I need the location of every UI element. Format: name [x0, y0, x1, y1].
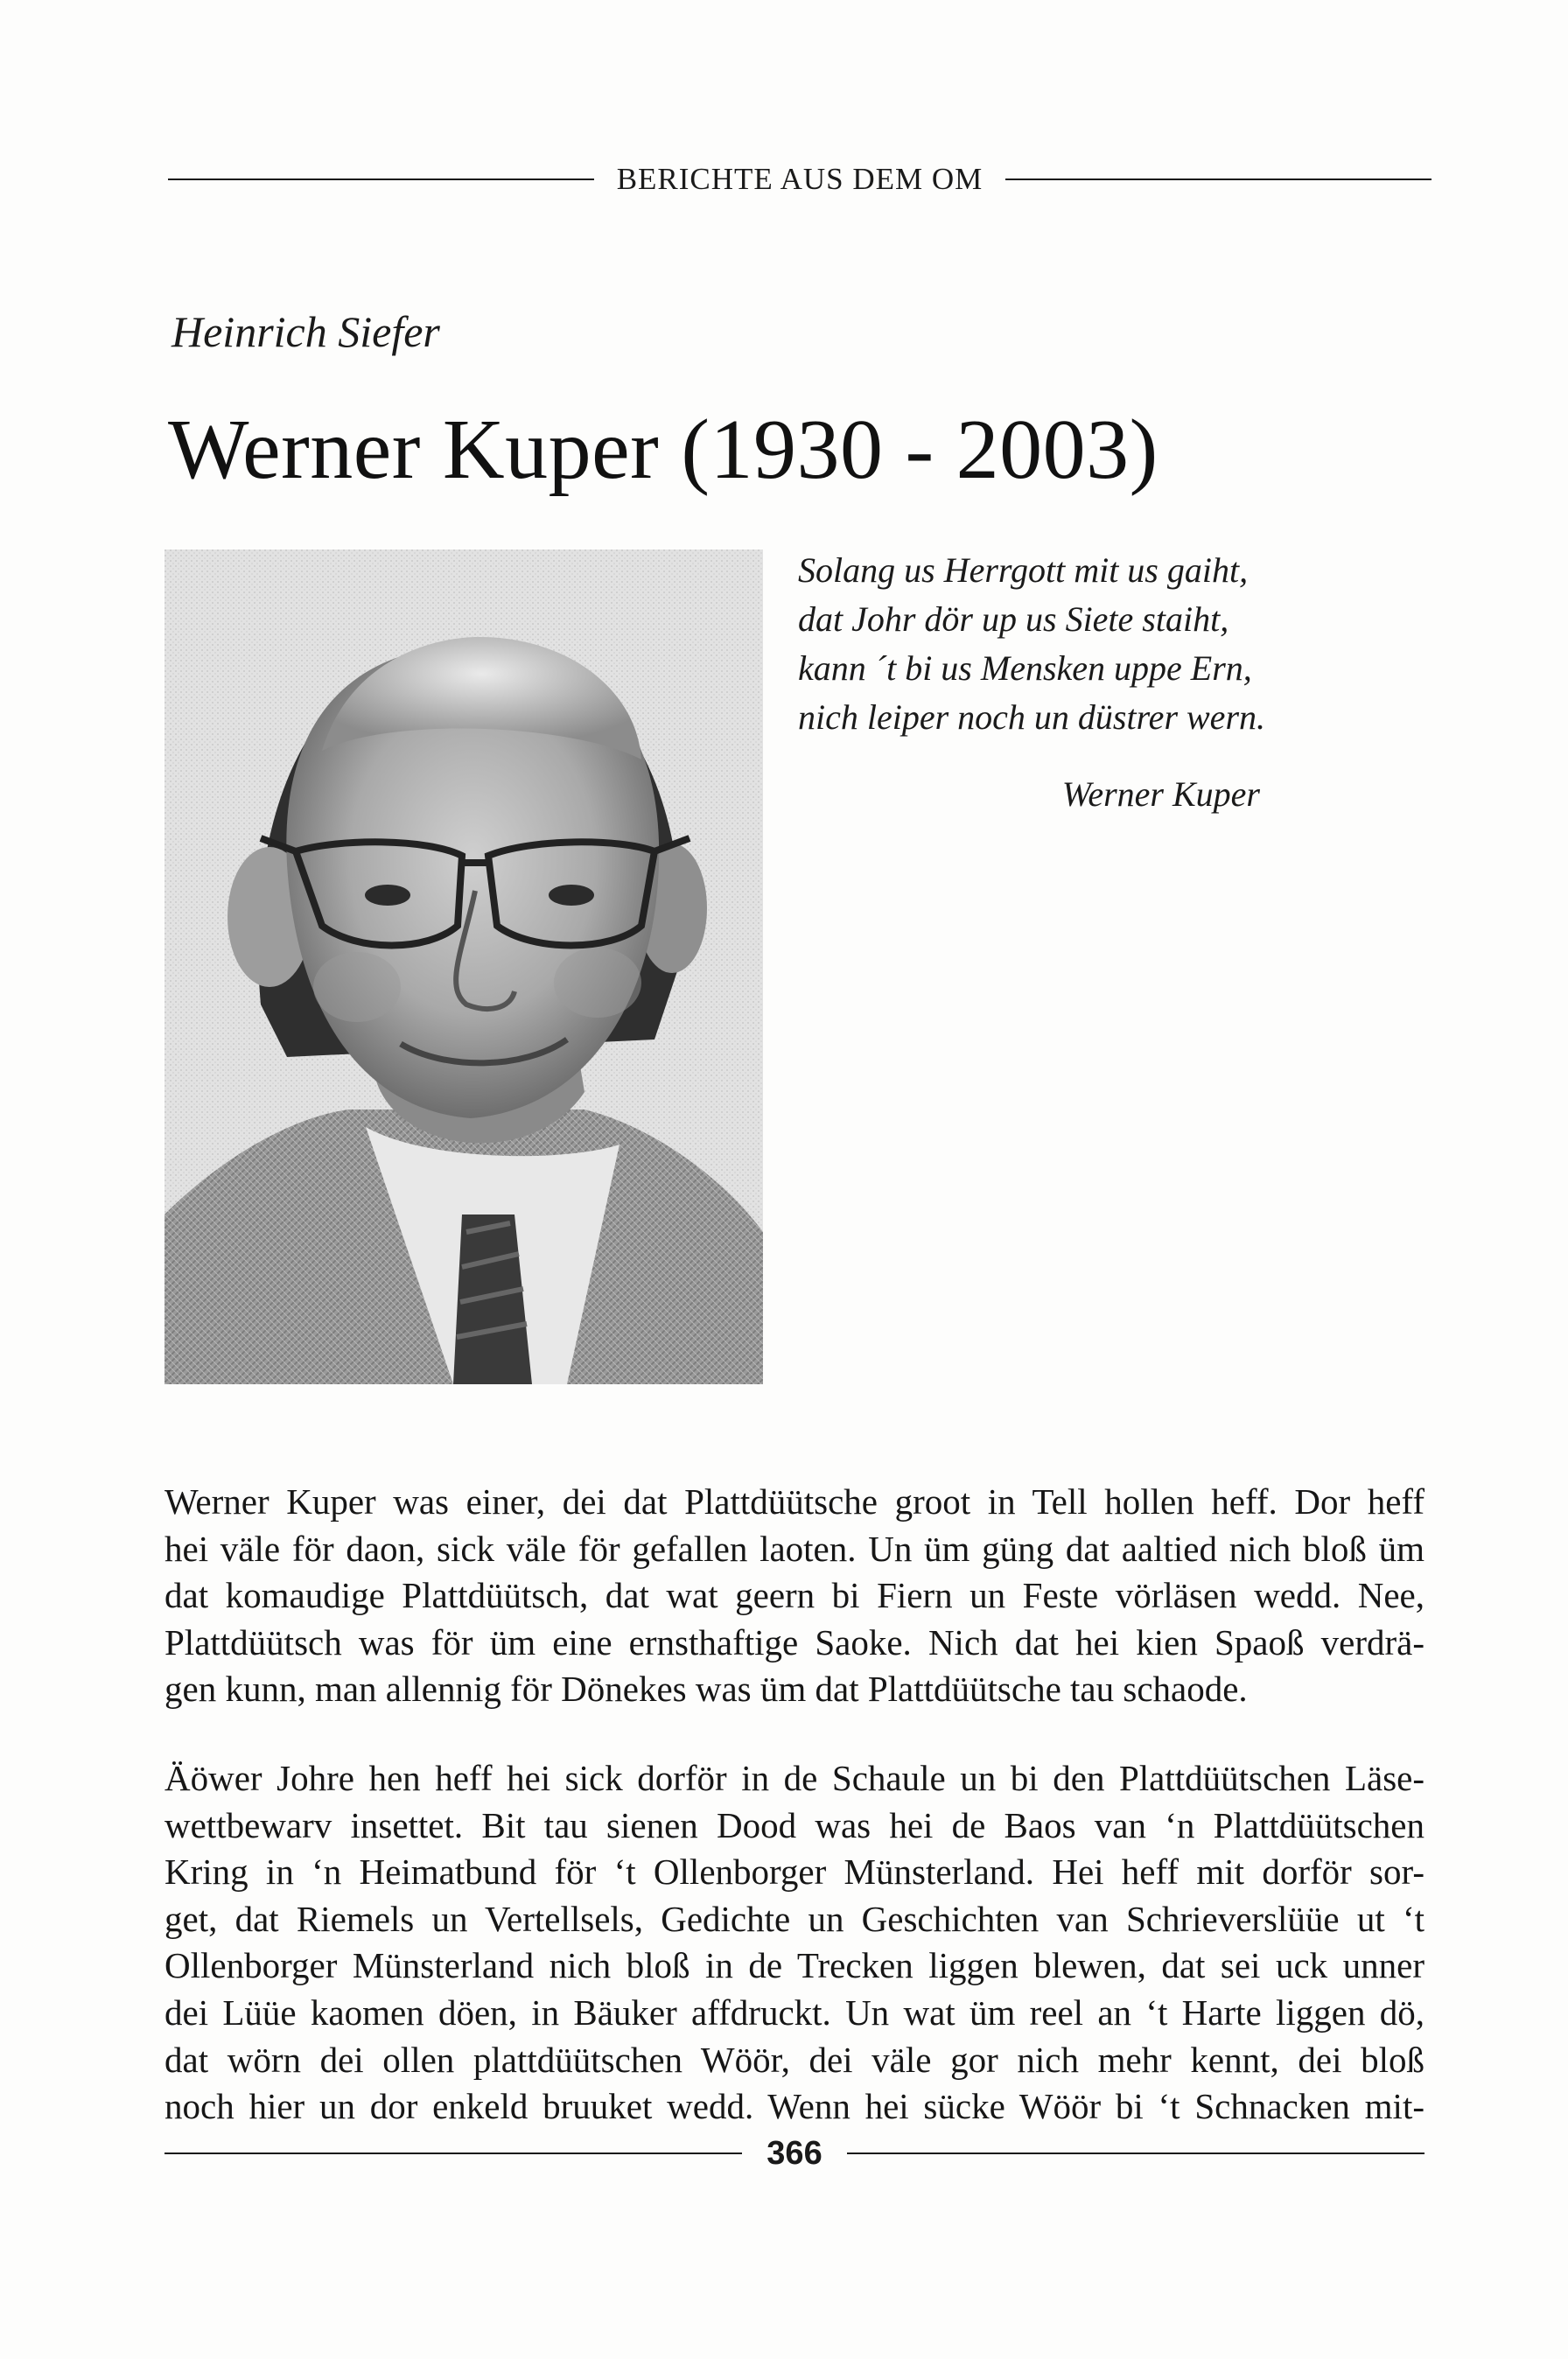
body-paragraph-1	[164, 1479, 1424, 1713]
text-line: Äöwer Johre hen heff hei sick dorför in de Schaule un bi den Plattdüütschen Läse-	[164, 1758, 1424, 1798]
poem-line: nich leiper noch un düstrer wern.	[798, 697, 1266, 737]
text-line: Ollenborger Münsterland nich bloß in de Trecken liggen blewen, dat sei uck unner	[164, 1945, 1424, 1986]
page-footer	[164, 2130, 1424, 2177]
poem-attribution: Werner Kuper	[1061, 774, 1260, 814]
text-line: dei Lüüe kaomen döen, in Bäuker affdruckt. Un wat üm reel an ‘t Harte liggen dö,	[164, 1992, 1424, 2033]
body-paragraph-2	[164, 1755, 1424, 2131]
text-line: Kring in ‘n Heimatbund för ‘t Ollenborger Münsterland. Hei heff mit dorför sor-	[164, 1852, 1424, 1893]
text-line: dat wörn dei ollen plattdüütschen Wöör, dei väle gor nich mehr kennt, dei bloß	[164, 2039, 1424, 2080]
poem-line: Solang us Herrgott mit us gaiht,	[798, 550, 1249, 590]
page-number: 366	[766, 2134, 822, 2172]
article-author: Heinrich Siefer	[172, 307, 440, 356]
epigraph-poem	[798, 546, 1288, 742]
footer-rule-left	[164, 2152, 742, 2154]
text-line: Werner Kuper was einer, dei dat Plattdüütsche groot in Tell hollen heff. Dor heff	[164, 1481, 1424, 1522]
header-rule-right	[1005, 178, 1432, 180]
text-line: Plattdüütsch was för üm eine ernsthaftige Saoke. Nich dat hei kien Spaoß verdrä-	[164, 1621, 1424, 1662]
text-line: hei väle för daon, sick väle för gefallen laoten. Un üm güng dat aaltied nich bloß üm	[164, 1528, 1424, 1569]
text-line: dat komaudige Plattdüütsch, dat wat geern bi Fiern un Feste vörläsen wedd. Nee,	[164, 1575, 1424, 1616]
poem-line: dat Johr dör up us Siete staiht,	[798, 599, 1229, 639]
text-line: get, dat Riemels un Vertellsels, Gedichte un Geschichten van Schrieverslüüe ut ‘t	[164, 1898, 1424, 1939]
text-line: wettbewarv insettet. Bit tau sienen Dood was hei de Baos van ‘n Plattdüütschen	[164, 1804, 1424, 1845]
text-line: gen kunn, man allennig för Dönekes was üm dat Plattdüütsche tau schaode.	[164, 1669, 1248, 1710]
portrait-photo	[164, 550, 763, 1384]
header-rule-left	[168, 178, 594, 180]
poem-line: kann ´t bi us Mensken uppe Ern,	[798, 648, 1252, 688]
footer-rule-right	[847, 2152, 1424, 2154]
text-line: noch hier un dor enkeld bruuket wedd. Wenn hei sücke Wöör bi ‘t Schnacken mit-	[164, 2086, 1424, 2127]
running-header	[168, 158, 1432, 201]
article-title: Werner Kuper (1930 - 2003)	[168, 402, 1158, 497]
section-caption: BERICHTE AUS DEM OM	[616, 162, 984, 196]
